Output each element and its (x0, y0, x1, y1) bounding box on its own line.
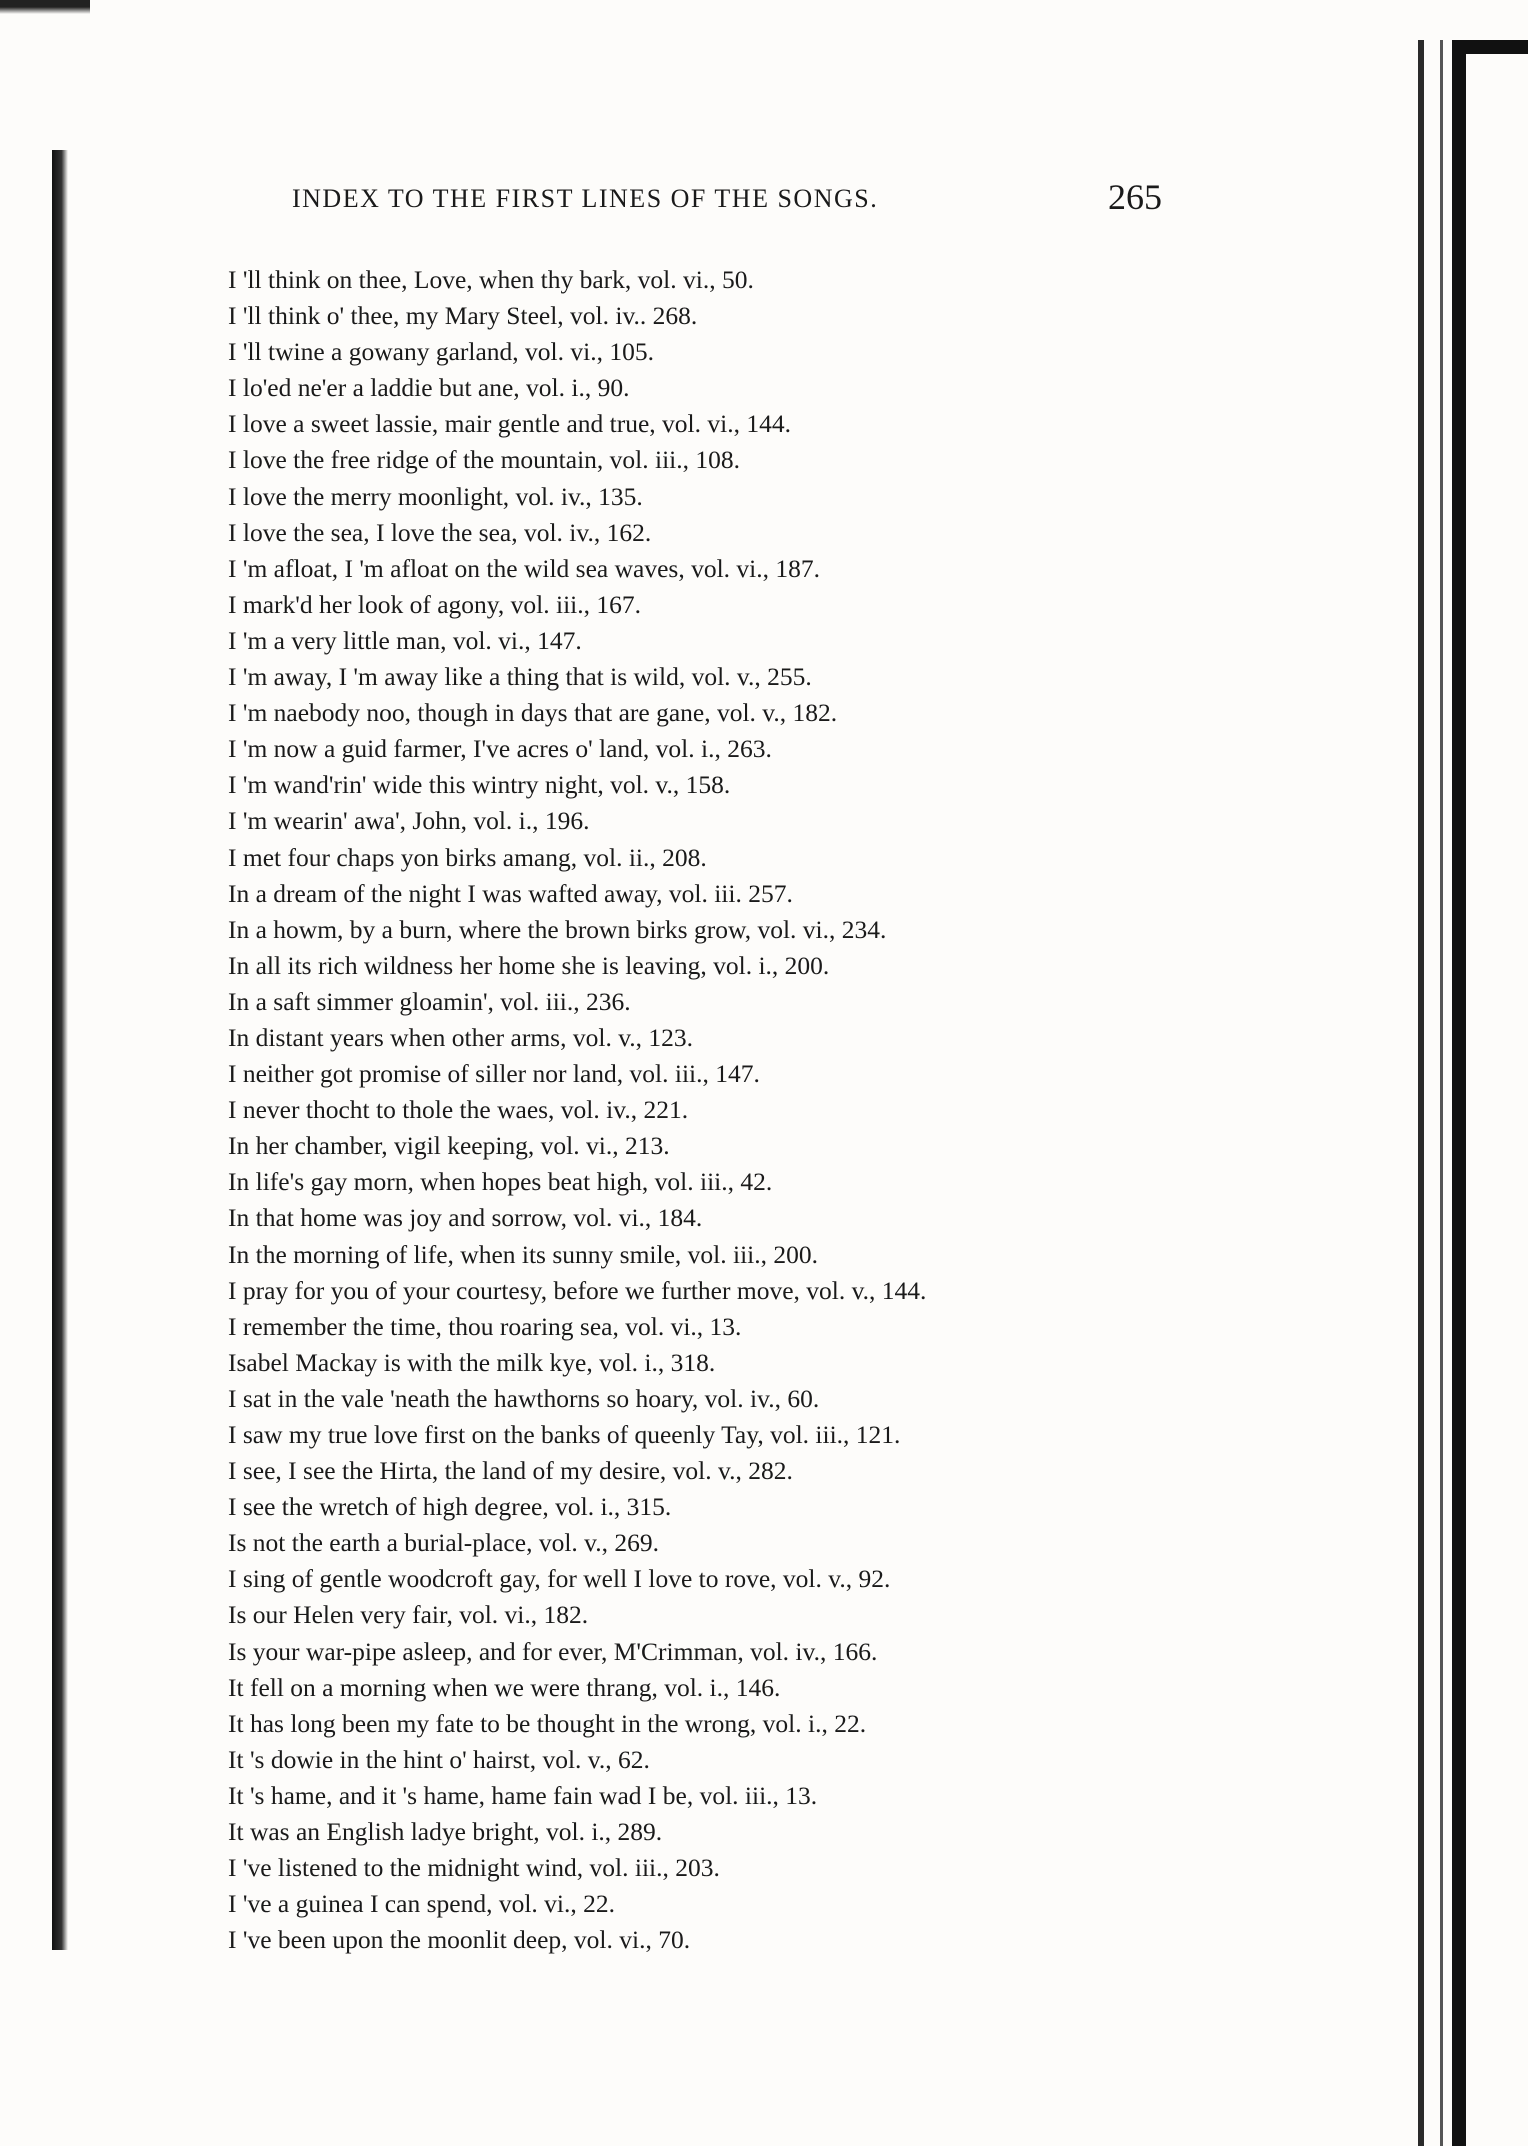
index-entry: Isabel Mackay is with the milk kye, vol. i., 318. (228, 1347, 716, 1377)
binding-rule (1418, 40, 1424, 2146)
index-entry: I 'm now a guid farmer, I've acres o' land, vol. i., 263. (228, 734, 772, 764)
index-entry: I 'm a very little man, vol. vi., 147. (228, 625, 582, 655)
index-entry: I 'm wand'rin' wide this wintry night, vol. v., 158. (228, 770, 731, 800)
index-entry: Is your war-pipe asleep, and for ever, M'Crimman, vol. iv., 166. (228, 1636, 878, 1666)
index-entry: In distant years when other arms, vol. v., 123. (228, 1022, 694, 1052)
binding-rule (1452, 40, 1466, 2146)
index-entry: In a saft simmer gloamin', vol. iii., 236. (228, 986, 631, 1016)
index-entry: I saw my true love first on the banks of queenly Tay, vol. iii., 121. (228, 1420, 901, 1449)
index-entry: In her chamber, vigil keeping, vol. vi., 213. (228, 1131, 670, 1161)
index-entry-list (228, 262, 1228, 1958)
index-entry: I sing of gentle woodcroft gay, for well I love to rove, vol. v., 92. (228, 1564, 891, 1594)
index-entry: I 've a guinea I can spend, vol. vi., 22. (228, 1889, 615, 1919)
index-entry: I 'll think o' thee, my Mary Steel, vol. iv.. 268. (228, 301, 698, 331)
page-right-binding (1418, 40, 1528, 2146)
index-entry: Is our Helen very fair, vol. vi., 182. (228, 1600, 589, 1630)
running-title: INDEX TO THE FIRST LINES OF THE SONGS. (292, 184, 879, 213)
index-entry: I lo'ed ne'er a laddie but ane, vol. i., 90. (228, 373, 630, 403)
index-entry: I sat in the vale 'neath the hawthorns so hoary, vol. iv., 60. (228, 1383, 820, 1413)
index-entry: I 'm wearin' awa', John, vol. i., 196. (228, 806, 590, 836)
index-entry: I love a sweet lassie, mair gentle and true, vol. vi., 144. (228, 409, 791, 439)
index-entry: I 'll think on thee, Love, when thy bark, vol. vi., 50. (228, 265, 754, 294)
index-entry: I met four chaps yon birks amang, vol. ii., 208. (228, 842, 707, 872)
index-entry: I see, I see the Hirta, the land of my desire, vol. v., 282. (228, 1456, 793, 1486)
index-entry: It 's hame, and it 's hame, hame fain wad I be, vol. iii., 13. (228, 1780, 818, 1810)
index-entry: I love the merry moonlight, vol. iv., 135. (228, 481, 643, 511)
index-entry: It was an English ladye bright, vol. i., 289. (228, 1817, 663, 1847)
corner-mark (0, 0, 90, 14)
index-entry: I 'm away, I 'm away like a thing that is wild, vol. v., 255. (228, 662, 812, 692)
index-entry: I 've been upon the moonlit deep, vol. vi., 70. (228, 1925, 691, 1955)
index-entry: I pray for you of your courtesy, before we further move, vol. v., 144. (228, 1275, 927, 1305)
index-entry: I mark'd her look of agony, vol. iii., 167. (228, 589, 641, 619)
index-entry: In a dream of the night I was wafted away, vol. iii. 257. (228, 878, 793, 908)
index-entry: It has long been my fate to be thought in the wrong, vol. i., 22. (228, 1708, 867, 1738)
index-entry: In all its rich wildness her home she is leaving, vol. i., 200. (228, 950, 830, 980)
index-entry: I see the wretch of high degree, vol. i., 315. (228, 1492, 672, 1522)
index-entry: I 'll twine a gowany garland, vol. vi., 105. (228, 337, 654, 367)
binding-rule (1440, 40, 1443, 2146)
page-left-edge (52, 150, 68, 1950)
index-entry: I neither got promise of siller nor land, vol. iii., 147. (228, 1059, 760, 1089)
index-entry: Is not the earth a burial-place, vol. v., 269. (228, 1528, 659, 1558)
index-entry: In the morning of life, when its sunny smile, vol. iii., 200. (228, 1239, 818, 1269)
index-entry: In that home was joy and sorrow, vol. vi., 184. (228, 1203, 703, 1233)
index-entry: I remember the time, thou roaring sea, vol. vi., 13. (228, 1311, 742, 1341)
index-entry: In a howm, by a burn, where the brown birks grow, vol. vi., 234. (228, 914, 887, 944)
page-header (292, 176, 1162, 226)
index-entry: I 'm afloat, I 'm afloat on the wild sea waves, vol. vi., 187. (228, 553, 821, 583)
index-entry: I love the sea, I love the sea, vol. iv., 162. (228, 517, 652, 547)
index-entry: I love the free ridge of the mountain, vol. iii., 108. (228, 445, 740, 475)
index-entry: In life's gay morn, when hopes beat high, vol. iii., 42. (228, 1167, 773, 1197)
binding-rule (1466, 40, 1528, 54)
index-entry: It fell on a morning when we were thrang, vol. i., 146. (228, 1672, 781, 1702)
index-entry: I never thocht to thole the waes, vol. iv., 221. (228, 1095, 689, 1125)
index-entry: It 's dowie in the hint o' hairst, vol. v., 62. (228, 1744, 650, 1774)
page-number: 265 (1108, 177, 1162, 217)
index-entry: I 'm naebody noo, though in days that are gane, vol. v., 182. (228, 698, 838, 728)
index-entry: I 've listened to the midnight wind, vol. iii., 203. (228, 1853, 720, 1883)
